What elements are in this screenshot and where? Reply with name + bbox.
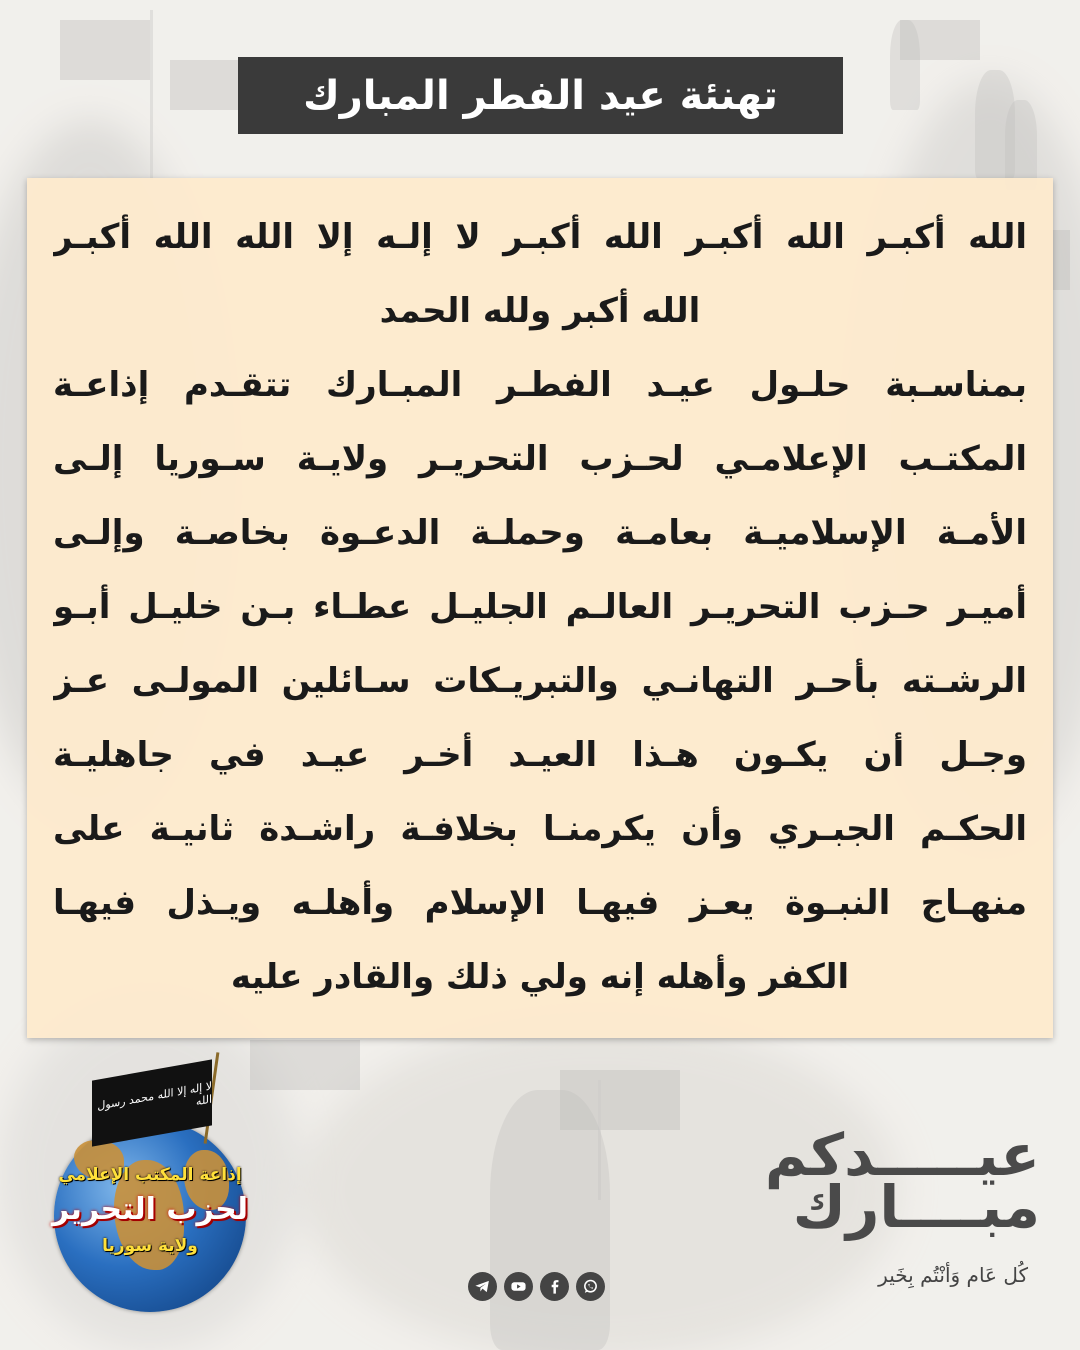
message-line: الرشـته بأحـر التهانـي والتبريـكات سـائلين المولـى عـز [53, 661, 1027, 701]
flag-text: لا إله إلا الله محمد رسول الله [97, 1079, 212, 1113]
logo-line-3: ولاية سوريا [102, 1236, 198, 1256]
message-line: وجـل أن يكـون هـذا العيـد أخـر عيـد في جاهليـة [53, 735, 1027, 775]
message-panel [27, 178, 1053, 1038]
facebook-icon[interactable] [540, 1272, 569, 1301]
telegram-icon[interactable] [468, 1272, 497, 1301]
logo-line-1: إذاعة المكتب الإعلامي [58, 1165, 242, 1185]
title-banner [238, 57, 843, 134]
message-line: منهـاج النبـوة يعـز فيهـا الإسلام وأهلـه ويـذل فيهـا [53, 883, 1027, 923]
media-office-logo [50, 1050, 270, 1300]
greeting-line-2: مبــــارك [792, 1173, 1040, 1241]
message-line: بمناسـبة حلـول عيـد الفطـر المبـارك تتقـدم إذاعـة [53, 365, 1027, 405]
message-line: المكتـب الإعلامـي لحـزب التحريـر ولايـة سـوريا إلـى [53, 439, 1027, 479]
logo-line-2: لحزب التحرير [51, 1192, 249, 1227]
message-line: الحكـم الجبـري وأن يكرمنـا بخلافـة راشـدة ثانيـة على [53, 809, 1027, 849]
page-title: تهنئة عيد الفطر المبارك [303, 72, 778, 119]
message-line: الله أكبـر الله أكبـر الله أكبـر لا إلـه إلا الله الله أكبـر [53, 217, 1027, 257]
message-line: أميـر حـزب التحريـر العالـم الجليـل عطـاء بـن خليـل أبـو [53, 587, 1027, 627]
message-line: الله أكبر ولله الحمد [379, 291, 701, 331]
greeting-line-1: عيـــــدكم [764, 1121, 1040, 1189]
message-line: الكفر وأهله إنه ولي ذلك والقادر عليه [230, 957, 850, 997]
greeting-subtitle: كُل عَام وَأنْتُم بِخَير [878, 1263, 1028, 1287]
whatsapp-icon[interactable] [576, 1272, 605, 1301]
youtube-icon[interactable] [504, 1272, 533, 1301]
social-links [468, 1272, 605, 1301]
message-line: الأمـة الإسلاميـة بعامـة وحملـة الدعـوة بخاصـة وإلـى [53, 513, 1027, 553]
